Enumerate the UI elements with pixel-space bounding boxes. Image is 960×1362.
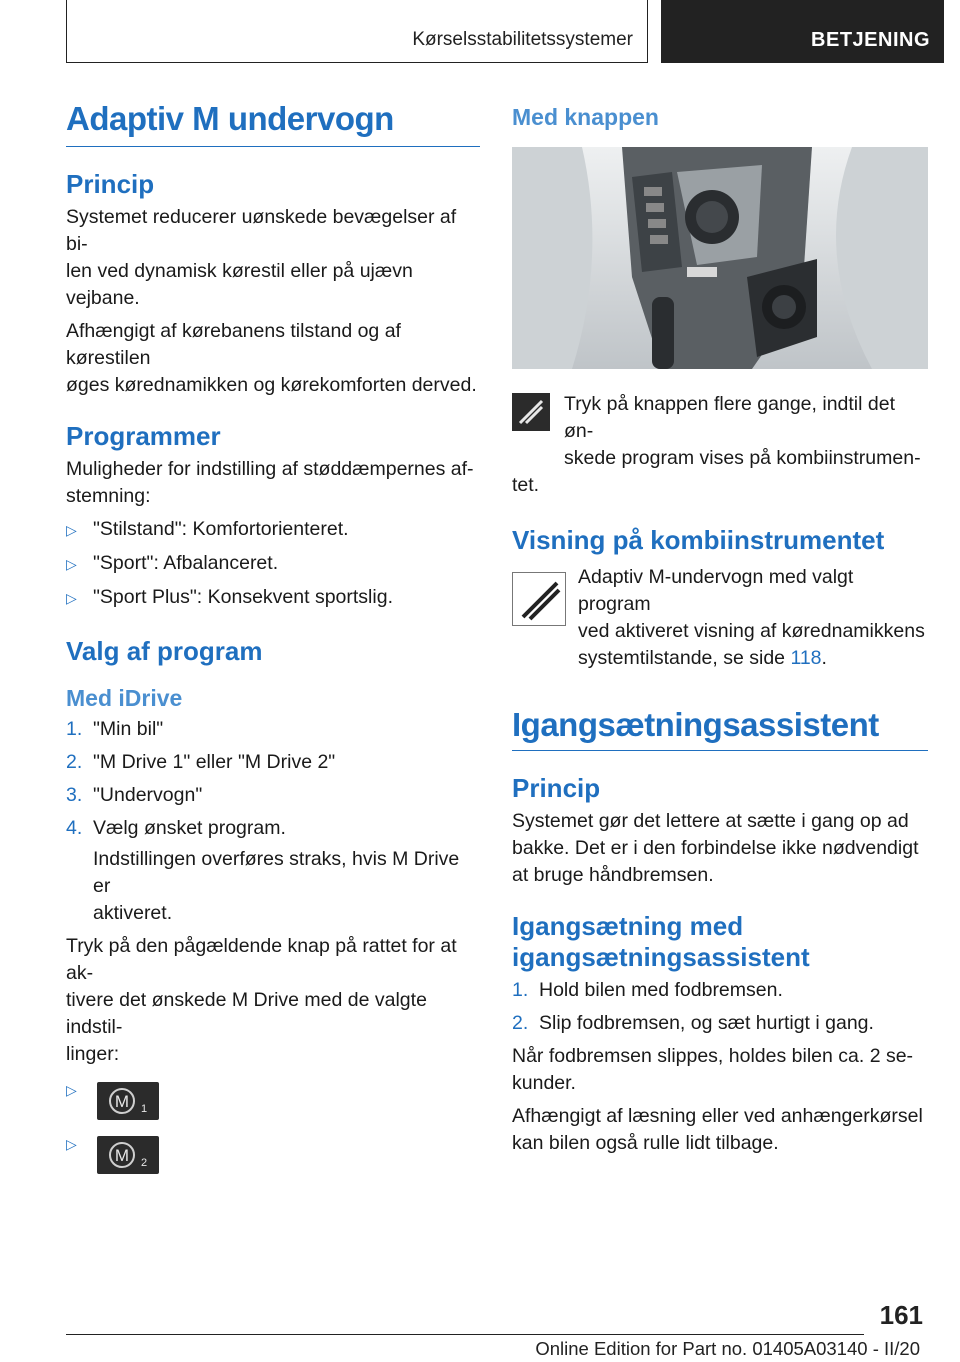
princip2-line: bakke. Det er i den forbindelse ikke nødvendigt (512, 837, 919, 859)
svg-text:1: 1 (141, 1103, 148, 1115)
section-title: Kørselsstabilitetssystemer (412, 29, 633, 50)
visning-line: Adaptiv M-undervogn med valgt program (578, 566, 854, 615)
visning-block (512, 564, 928, 672)
knap-heading: Med knappen (512, 104, 659, 130)
step-item: 1. Hold bilen med fodbremsen. (512, 979, 783, 1001)
m1-item (66, 1082, 480, 1122)
body-line: Afhængigt af læsning eller ved anhængerkørsel (512, 1105, 923, 1127)
programmer-intro: stemning: (66, 485, 151, 507)
body-line: Tryk på den pågældende knap på rattet for at ak- (66, 935, 457, 984)
m-drive-2-button-icon (97, 1136, 159, 1174)
header-section-box (66, 0, 648, 63)
visning-line: ved aktiveret visning af kørednamikkens (578, 620, 925, 642)
princip-heading-2: Princip (512, 773, 601, 803)
princip-line: Afhængigt af kørebanens tilstand og af kørestilen (66, 320, 401, 369)
body-line: kunder. (512, 1072, 576, 1094)
body-line: Når fodbremsen slippes, holdes bilen ca. 2 se- (512, 1045, 914, 1067)
princip2-line: Systemet gør det lettere at sætte i gang op ad (512, 810, 909, 832)
programmer-intro: Muligheder for indstilling af støddæmpernes af- (66, 458, 474, 480)
list-item: ▷ "Sport": Afbalanceret. (66, 550, 480, 578)
step-item: 2. "M Drive 1" eller "M Drive 2" (66, 751, 336, 773)
visning-line: systemtilstande, se side 118. (578, 647, 827, 669)
svg-text:M: M (115, 1092, 130, 1111)
triangle-bullet-icon: ▷ (66, 556, 77, 572)
body-line: tivere det ønskede M Drive med de valgte indstil- (66, 989, 427, 1038)
footer-rule (66, 1334, 864, 1335)
triangle-bullet-icon: ▷ (66, 590, 77, 606)
tryk-line: tet. (512, 474, 540, 496)
valg-heading: Valg af program (66, 636, 263, 666)
body-line: linger: (66, 1043, 120, 1065)
left-column (66, 100, 480, 1176)
triangle-bullet-icon: ▷ (66, 1082, 77, 1098)
right-column (512, 104, 928, 1157)
tryk-block (512, 391, 928, 499)
page-title: Adaptiv M undervogn (66, 100, 394, 137)
shock-absorber-display-icon (512, 572, 566, 626)
chapter-title: BETJENING (811, 29, 930, 51)
princip-line: Systemet reducerer uønskede bevægelser af bi- (66, 206, 457, 255)
m2-item (66, 1136, 480, 1176)
programmer-heading: Programmer (66, 421, 221, 451)
triangle-bullet-icon: ▷ (66, 1136, 77, 1152)
m-drive-1-button-icon (97, 1082, 159, 1120)
page-number: 161 (879, 1300, 923, 1330)
center-console-photo (512, 147, 928, 369)
idrive-subheading: Med iDrive (66, 685, 183, 711)
princip2-line: at bruge håndbremsen. (512, 864, 714, 886)
footer-edition: Online Edition for Part no. 01405A03140 - II/20 (535, 1338, 920, 1359)
princip-heading: Princip (66, 169, 155, 199)
princip-line: len ved dynamisk kørestil eller på ujævn vejbane. (66, 260, 413, 309)
list-item: ▷ "Sport Plus": Konsekvent sportslig. (66, 584, 480, 612)
section-title-igangsaetning: Igangsætningsassistent (512, 706, 879, 743)
step-item: 2. Slip fodbremsen, og sæt hurtigt i gang. (512, 1012, 874, 1034)
step-note: aktiveret. (93, 902, 173, 924)
list-item: ▷ "Stilstand": Komfortorienteret. (66, 516, 480, 544)
step-item: 3. "Undervogn" (66, 784, 203, 806)
tryk-line: skede program vises på kombiinstrumen- (564, 447, 921, 469)
step-note: Indstillingen overføres straks, hvis M Drive er (93, 848, 460, 897)
triangle-bullet-icon: ▷ (66, 522, 77, 538)
header-chapter-box (661, 0, 944, 63)
step-item: 4. Vælg ønsket program. (66, 817, 286, 839)
princip-line: øges kørednamikken og kørekomforten derved. (66, 374, 477, 396)
svg-text:2: 2 (141, 1157, 148, 1169)
tryk-line: Tryk på knappen flere gange, indtil det øn- (564, 393, 895, 442)
page-reference-link[interactable]: 118 (790, 647, 822, 669)
step-item: 1. "Min bil" (66, 718, 164, 740)
svg-text:M: M (115, 1146, 130, 1165)
igangsaetning-heading: Igangsætning med (512, 911, 744, 941)
igangsaetning-heading: igangsætningsassistent (512, 942, 810, 972)
shock-absorber-icon (512, 393, 550, 431)
visning-heading: Visning på kombiinstrumentet (512, 525, 885, 555)
body-line: kan bilen også rulle lidt tilbage. (512, 1132, 779, 1154)
